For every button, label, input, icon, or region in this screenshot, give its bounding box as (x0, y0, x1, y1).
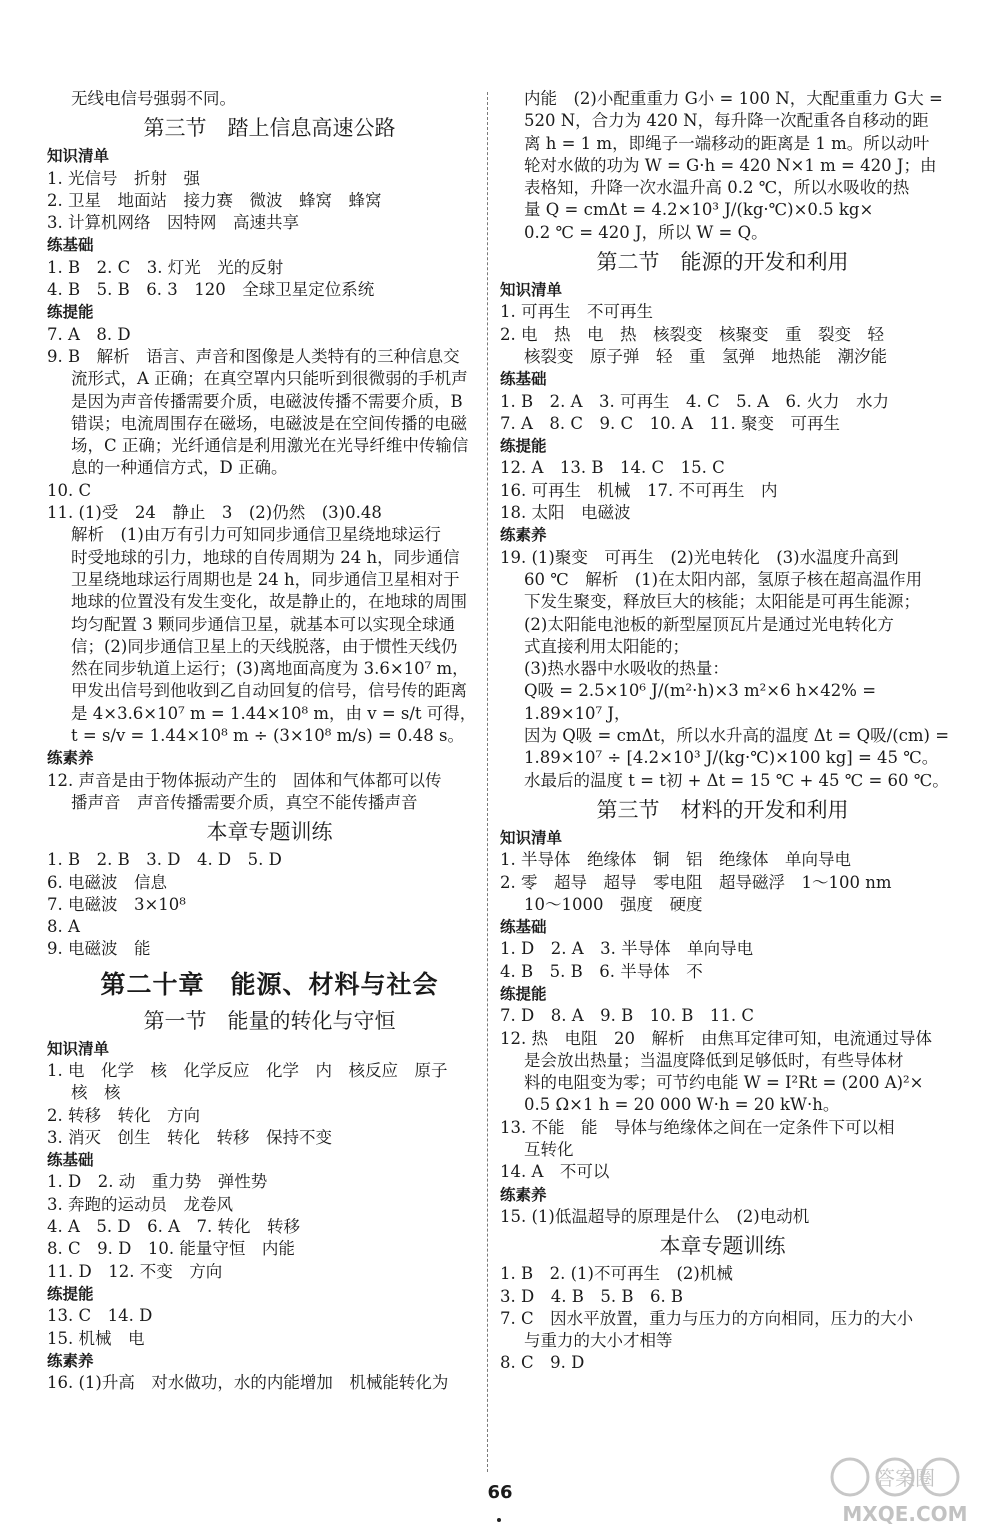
answer-line: 轮对水做的功为 W = G·h = 420 N×1 m = 420 J；由 (524, 155, 937, 175)
exercise-category-label: 知识清单 (500, 828, 563, 847)
exercise-category-label: 练素养 (47, 749, 94, 768)
answer-line: 0.5 Ω×1 h = 20 000 W·h = 20 kW·h。 (524, 1095, 840, 1115)
answer-line: 15. 机械 电 (47, 1328, 145, 1348)
answer-line: 错误；电流周围存在磁场，电磁波是在空间传播的电磁 (71, 413, 467, 433)
watermark-logo (820, 1449, 990, 1529)
answer-line: 2. 转移 转化 方向 (47, 1105, 200, 1125)
answer-line: 核 核 (71, 1083, 121, 1103)
exercise-category-label: 知识清单 (47, 147, 110, 166)
answer-line: 解析 (1)由万有引力可知同步通信卫星绕地球运行 (71, 525, 441, 545)
answer-line: 18. 太阳 电磁波 (500, 503, 631, 523)
section-heading: 第二节 能源的开发和利用 (596, 250, 849, 275)
chapter-heading: 第二十章 能源、材料与社会 (100, 969, 439, 999)
answer-line: 3. 消灭 创生 转化 转移 保持不变 (47, 1127, 332, 1147)
answer-line: 与重力的大小才相等 (524, 1331, 673, 1351)
answer-line: 0.2 ℃ = 420 J，所以 W = Q。 (524, 222, 768, 242)
answer-line: 12. 热 电阻 20 解析 由焦耳定律可知，电流通过导体 (500, 1028, 932, 1048)
answer-line: 甲发出信号到他收到乙自动回复的信号，信号传的距离 (71, 681, 467, 701)
exercise-category-label: 知识清单 (500, 281, 563, 300)
answer-line: 11. (1)受 24 静止 3 (2)仍然 (3)0.48 (47, 503, 382, 523)
answer-line: 流形式，A 正确；在真空罩内只能听到很微弱的手机声 (71, 369, 468, 389)
answer-line: 1. 电 化学 核 化学反应 化学 内 核反应 原子 (47, 1060, 448, 1080)
exercise-category-label: 练提能 (47, 1284, 94, 1303)
answer-line: 核裂变 原子弹 轻 重 氢弹 地热能 潮汐能 (524, 346, 887, 366)
answer-line: 3. D 4. B 5. B 6. B (500, 1286, 684, 1306)
answer-line: 1. 可再生 不可再生 (500, 302, 653, 322)
answer-line: Q吸 = 2.5×10⁶ J/(m²·h)×3 m²×6 h×42% = (524, 681, 877, 701)
answer-line: 2. 电 热 电 热 核裂变 核聚变 重 裂变 轻 (500, 324, 884, 344)
left-column (47, 88, 492, 1394)
answer-line: 19. (1)聚变 可再生 (2)光电转化 (3)水温度升高到 (500, 547, 899, 567)
right-column (500, 88, 950, 1375)
answer-line: 时受地球的引力，地球的自传周期为 24 h，同步通信 (71, 547, 460, 567)
answer-line: (3)热水器中水吸收的热量： (524, 659, 729, 679)
section-heading: 第一节 能量的转化与守恒 (143, 1008, 396, 1033)
answer-line: 1. B 2. A 3. 可再生 4. C 5. A 6. 火力 水力 (500, 391, 890, 411)
answer-line: 12. A 13. B 14. C 15. C (500, 458, 725, 478)
answer-line: 互转化 (524, 1140, 574, 1160)
answer-line: 6. 电磁波 信息 (47, 872, 167, 892)
answer-line: 1. B 2. (1)不可再生 (2)机械 (500, 1264, 733, 1284)
answer-line: 11. D 12. 不变 方向 (47, 1261, 223, 1281)
answer-line: 息的一种通信方式，D 正确。 (71, 458, 288, 478)
answer-line: 16. 可再生 机械 17. 不可再生 内 (500, 480, 778, 500)
answer-line: 7. A 8. D (47, 324, 131, 344)
answer-line: 1. D 2. A 3. 半导体 单向导电 (500, 939, 754, 959)
answer-line: 4. B 5. B 6. 3 120 全球卫星定位系统 (47, 280, 375, 300)
exercise-category-label: 练素养 (500, 526, 547, 545)
exercise-category-label: 练基础 (500, 918, 547, 937)
answer-line: 水最后的温度 t = t初 + Δt = 15 ℃ + 45 ℃ = 60 ℃。 (524, 770, 949, 790)
answer-line: 1. D 2. 动 重力势 弹性势 (47, 1172, 268, 1192)
answer-line: 7. A 8. C 9. C 10. A 11. 聚变 可再生 (500, 413, 841, 433)
answer-line: 9. B 解析 语言、声音和图像是人类特有的三种信息交 (47, 346, 460, 366)
answer-line: 10～1000 强度 硬度 (524, 894, 703, 914)
exercise-category-label: 练提能 (47, 303, 94, 322)
answer-line: 7. C 因水平放置，重力与压力的方向相同，压力的大小 (500, 1308, 914, 1328)
answer-line: 量 Q = cmΔt = 4.2×10³ J/(kg·℃)×0.5 kg× (524, 200, 874, 220)
section-heading: 本章专题训练 (659, 1234, 786, 1259)
answer-line: 10. C (47, 480, 92, 500)
answer-line: 是会放出热量；当温度降低到足够低时，有些导体材 (524, 1050, 904, 1070)
watermark-top-text: 答案圈 (875, 1466, 935, 1490)
answer-line: 13. C 14. D (47, 1306, 153, 1326)
answer-line: 1. B 2. B 3. D 4. D 5. D (47, 850, 282, 870)
answer-line: 9. 电磁波 能 (47, 939, 151, 959)
answer-line: 离 h = 1 m，即绳子一端移动的距离是 1 m。所以动叶 (524, 133, 930, 153)
answer-line: t = s/v = 1.44×10⁸ m ÷ (3×10⁸ m/s) = 0.48 s。 (71, 726, 464, 746)
exercise-category-label: 练素养 (47, 1351, 94, 1370)
answer-line: 8. C 9. D (500, 1353, 585, 1373)
answer-line: 1. B 2. C 3. 灯光 光的反射 (47, 257, 284, 277)
exercise-category-label: 练素养 (500, 1185, 547, 1204)
answer-line: 13. 不能 能 导体与绝缘体之间在一定条件下可以相 (500, 1117, 895, 1137)
answer-line: 3. 奔跑的运动员 龙卷风 (47, 1194, 233, 1214)
answer-line: 表格知，升降一次水温升高 0.2 ℃，所以水吸收的热 (524, 178, 910, 198)
exercise-category-label: 练基础 (47, 236, 94, 255)
section-heading: 本章专题训练 (206, 820, 333, 845)
answer-line: 卫星绕地球运行周期也是 24 h，同步通信卫星相对于 (71, 569, 460, 589)
answer-line: 信；(2)同步通信卫星上的天线脱落，由于惯性天线仍 (71, 636, 458, 656)
answer-line: 60 ℃ 解析 (1)在太阳内部，氢原子核在超高温作用 (524, 569, 923, 589)
answer-line: 15. (1)低温超导的原理是什么 (2)电动机 (500, 1206, 810, 1226)
answer-line: 4. B 5. B 6. 半导体 不 (500, 961, 703, 981)
answer-line: 然在同步轨道上运行；(3)离地面高度为 3.6×10⁷ m， (71, 659, 469, 679)
answer-line: 12. 声音是由于物体振动产生的 固体和气体都可以传 (47, 770, 442, 790)
answer-line: 地球的位置没有发生变化，故是静止的，在地球的周围 (71, 592, 467, 612)
answer-line: 8. A (47, 917, 80, 937)
answer-line: 是因为声音传播需要介质，电磁波传播不需要介质，B (71, 391, 463, 411)
answer-line: 7. 电磁波 3×10⁸ (47, 894, 186, 914)
answer-line: 1. 光信号 折射 强 (47, 168, 200, 188)
answer-line: 内能 (2)小配重重力 G小 = 100 N，大配重重力 G大 = (524, 89, 943, 108)
footer-dot (497, 1518, 501, 1522)
answer-line: 无线电信号强弱不同。 (71, 89, 236, 108)
answer-line: 式直接利用太阳能的； (524, 636, 689, 656)
answer-line: 520 N，合力为 420 N，每升降一次配重各自移动的距 (524, 111, 929, 131)
exercise-category-label: 练基础 (47, 1151, 94, 1170)
answer-line: 1.89×10⁷ J， (524, 703, 631, 723)
answer-line: 均匀配置 3 颗同步通信卫星，就基本可以实现全球通 (71, 614, 455, 634)
watermark-bottom-text: MXQE.COM (842, 1502, 968, 1526)
answer-line: 2. 零 超导 超导 零电阻 超导磁浮 1～100 nm (500, 872, 892, 892)
section-heading: 第三节 踏上信息高速公路 (143, 116, 396, 141)
section-heading: 第三节 材料的开发和利用 (596, 797, 849, 822)
exercise-category-label: 知识清单 (47, 1039, 110, 1058)
answer-line: 7. D 8. A 9. B 10. B 11. C (500, 1006, 754, 1026)
column-divider (487, 92, 488, 1472)
answer-line: 下发生聚变，释放巨大的核能；太阳能是可再生能源； (524, 592, 920, 612)
exercise-category-label: 练基础 (500, 370, 547, 389)
answer-line: 4. A 5. D 6. A 7. 转化 转移 (47, 1217, 301, 1237)
answer-line: 2. 卫星 地面站 接力赛 微波 蜂窝 蜂窝 (47, 190, 382, 210)
answer-line: 16. (1)升高 对水做功，水的内能增加 机械能转化为 (47, 1373, 449, 1393)
page-number: 66 (487, 1482, 513, 1503)
exercise-category-label: 练提能 (500, 984, 547, 1003)
answer-line: (2)太阳能电池板的新型屋顶瓦片是通过光电转化方 (524, 614, 894, 634)
exercise-category-label: 练提能 (500, 437, 547, 456)
answer-line: 料的电阻变为零；可节约电能 W = I²Rt = (200 A)²× (524, 1073, 924, 1093)
answer-line: 3. 计算机网络 因特网 高速共享 (47, 213, 299, 233)
answer-line: 是 4×3.6×10⁷ m = 1.44×10⁸ m，由 v = s/t 可得， (71, 703, 477, 723)
answer-line: 因为 Q吸 = cmΔt，所以水升高的温度 Δt = Q吸/(cm) = (524, 726, 950, 746)
answer-line: 场，C 正确；光纤通信是利用激光在光导纤维中传输信 (71, 436, 469, 456)
answer-line: 1. 半导体 绝缘体 铜 铝 绝缘体 单向导电 (500, 850, 851, 870)
answer-line: 14. A 不可以 (500, 1162, 610, 1182)
answer-line: 8. C 9. D 10. 能量守恒 内能 (47, 1239, 295, 1259)
answer-line: 1.89×10⁷ ÷ [4.2×10³ J/(kg·℃)×100 kg] = 45 ℃。 (524, 748, 939, 768)
answer-line: 播声音 声音传播需要介质，真空不能传播声音 (71, 792, 418, 812)
